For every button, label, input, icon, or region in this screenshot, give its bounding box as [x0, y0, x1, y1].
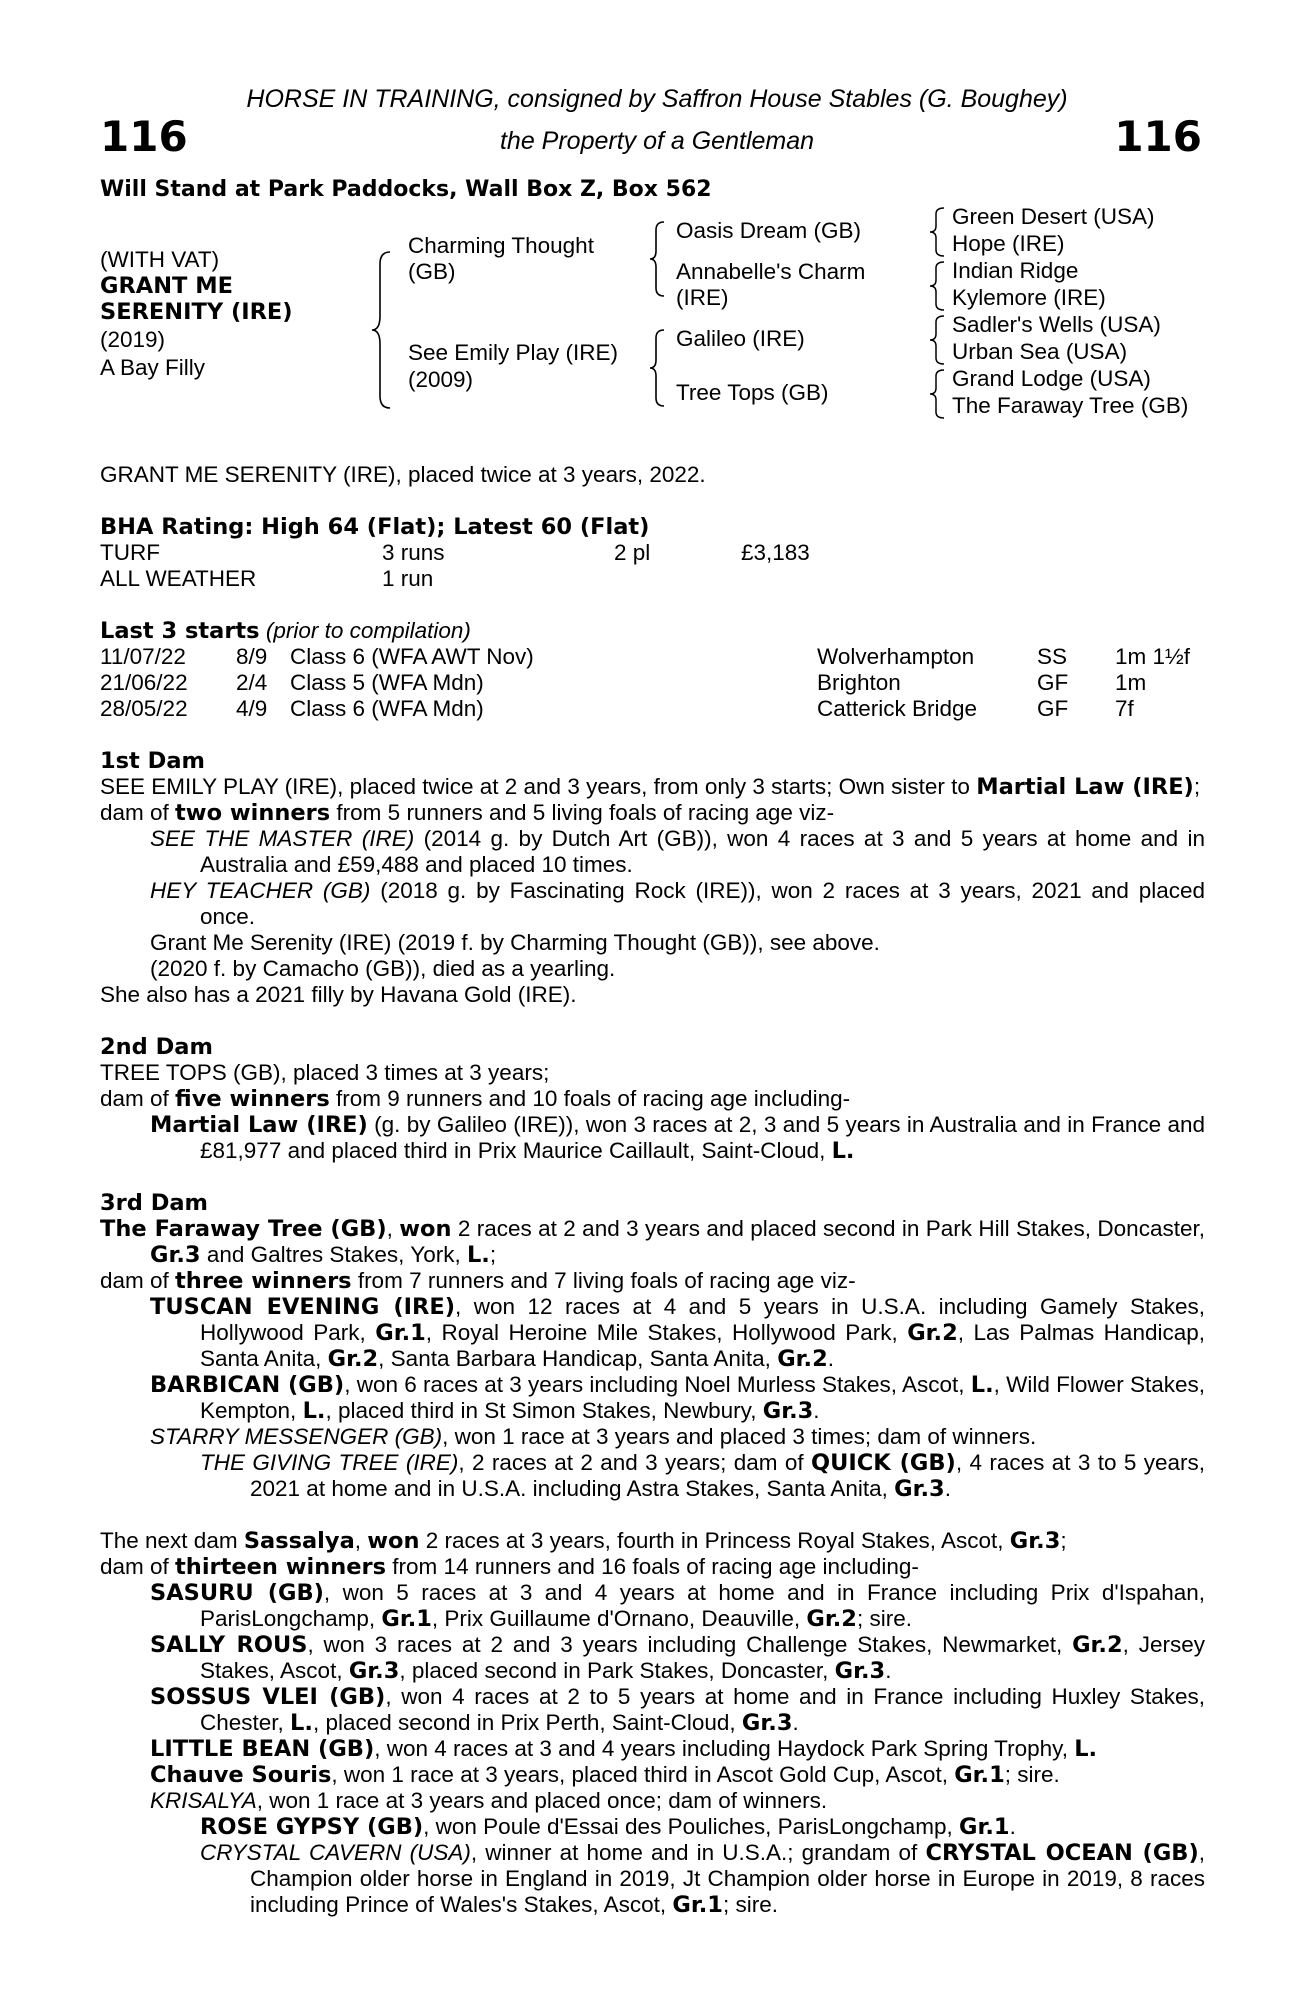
dam-sire: Galileo (IRE): [676, 326, 805, 351]
produce-entry: ROSE GYPSY (GB), won Poule d'Essai des Pouliches, ParisLongchamp, Gr.1.: [200, 1814, 1016, 1840]
pedigree-brace-sire: [648, 220, 668, 298]
vat-label: (WITH VAT): [100, 247, 220, 272]
next-dam-produce-summary: dam of thirteen winners from 14 runners and 16 foals of racing age including-: [100, 1554, 919, 1580]
table-row: [100, 566, 810, 592]
last-starts-title: Last 3 starts: [100, 618, 260, 644]
race-distance: 7f: [1115, 696, 1134, 721]
produce-entry: LITTLE BEAN (GB), won 4 races at 3 and 4 years including Haydock Park Spring Trophy, L.: [150, 1736, 1098, 1762]
placed: [614, 566, 741, 592]
race-course: Catterick Bridge: [817, 696, 978, 721]
sire-sire-sire: Green Desert (USA): [952, 204, 1155, 229]
produce-entry: SOSSUS VLEI (GB), won 4 races at 2 to 5 years at home and in France including Huxley Stakes, Chester, L., placed second in Prix Perth, Saint-Cloud, Gr.3.: [150, 1684, 1205, 1736]
first-dam-produce-summary: dam of two winners from 5 runners and 5 living foals of racing age viz-: [100, 800, 835, 826]
produce-entry: (2020 f. by Camacho (GB)), died as a yearling.: [150, 956, 616, 981]
dam-name-line2: (2009): [408, 367, 474, 392]
produce-entry: KRISALYA, won 1 race at 3 years and placed once; dam of winners.: [150, 1788, 828, 1813]
dam-dam-sire: Grand Lodge (USA): [952, 366, 1151, 391]
race-position: 4/9: [236, 696, 268, 721]
table-row: [100, 696, 1190, 722]
race-going: GF: [1037, 696, 1069, 721]
sire-dam-line1: Annabelle's Charm: [676, 259, 866, 284]
sire-dam-sire: Indian Ridge: [952, 258, 1079, 283]
lot-number-left: 116: [100, 112, 188, 161]
prize-money: £3,183: [741, 540, 810, 565]
race-position: 2/4: [236, 670, 268, 695]
produce-entry: SALLY ROUS, won 3 races at 2 and 3 years including Challenge Stakes, Newmarket, Gr.2, Jersey Stakes, Ascot, Gr.3, placed second in Park Stakes, Doncaster, Gr.3.: [150, 1632, 1205, 1684]
race-distance: 1m 1½f: [1115, 644, 1191, 669]
produce-entry: SASURU (GB), won 5 races at 3 and 4 years at home and in France including Prix d'Ispahan, ParisLongchamp, Gr.1, Prix Guillaume d'Ornano, Deauville, Gr.2; sire.: [150, 1580, 1205, 1632]
second-dam-heading: 2nd Dam: [100, 1034, 213, 1060]
pedigree-brace-main: [370, 250, 394, 410]
horse-name-line1: GRANT ME: [100, 273, 233, 299]
runs: 1 run: [382, 566, 434, 591]
dam-dam-dam: The Faraway Tree (GB): [952, 393, 1189, 418]
pedigree-brace-g1: [928, 206, 948, 258]
surface: TURF: [100, 540, 160, 565]
next-dam-record: The next dam Sassalya, won 2 races at 3 years, fourth in Princess Royal Stakes, Ascot, Gr.3;: [100, 1528, 1067, 1554]
produce-entry: HEY TEACHER (GB) (2018 g. by Fascinating Rock (IRE)), won 2 races at 3 years, 2021 and placed once.: [150, 878, 1205, 929]
last-starts-table: [100, 644, 1190, 722]
produce-entry: Martial Law (IRE) (g. by Galileo (IRE)), won 3 races at 2, 3 and 5 years in Australia and in France and £81,977 and placed third in Prix Maurice Caillault, Saint-Cloud, L.: [150, 1112, 1205, 1164]
race-going: GF: [1037, 670, 1069, 695]
race-class: Class 5 (WFA Mdn): [290, 670, 484, 695]
race-position: 8/9: [236, 644, 268, 669]
second-dam-produce-summary: dam of five winners from 9 runners and 10 foals of racing age including-: [100, 1086, 851, 1112]
lot-number-right: 116: [1114, 112, 1202, 161]
race-course: Wolverhampton: [817, 644, 975, 669]
racing-summary: GRANT ME SERENITY (IRE), placed twice at 3 years, 2022.: [100, 462, 706, 487]
prize-money: [741, 566, 810, 592]
pedigree-brace-g3: [928, 314, 948, 366]
pedigree-brace-g2: [928, 260, 948, 312]
race-date: 21/06/22: [100, 670, 188, 695]
horse-name-line2: SERENITY (IRE): [100, 299, 293, 325]
produce-entry: Grant Me Serenity (IRE) (2019 f. by Charming Thought (GB)), see above.: [150, 930, 880, 955]
first-dam-record: SEE EMILY PLAY (IRE), placed twice at 2 and 3 years, from only 3 starts; Own sister to Martial Law (IRE);: [100, 774, 1201, 800]
horse-description: A Bay Filly: [100, 355, 206, 380]
dam-sire-dam: Urban Sea (USA): [952, 339, 1128, 364]
third-dam-record: The Faraway Tree (GB), won 2 races at 2 and 3 years and placed second in Park Hill Stakes, Doncaster, Gr.3 and Galtres Stakes, York, L.;: [100, 1216, 1205, 1268]
sire-sire: Oasis Dream (GB): [676, 218, 862, 243]
race-course: Brighton: [817, 670, 901, 695]
sire-dam-line2: (IRE): [676, 285, 729, 310]
foaling-year: (2019): [100, 327, 166, 352]
sire-sire-dam: Hope (IRE): [952, 231, 1065, 256]
pedigree-brace-g4: [928, 368, 948, 420]
catalogue-body: [100, 462, 1205, 1918]
produce-entry: STARRY MESSENGER (GB), won 1 race at 3 years and placed 3 times; dam of winners.: [150, 1424, 1037, 1449]
race-date: 28/05/22: [100, 696, 188, 721]
sire-dam-dam: Kylemore (IRE): [952, 285, 1106, 310]
consignor-line: HORSE IN TRAINING, consigned by Saffron House Stables (G. Boughey): [246, 85, 1068, 113]
race-date: 11/07/22: [100, 644, 186, 669]
table-row: [100, 670, 1190, 696]
dam-dam: Tree Tops (GB): [676, 380, 829, 405]
dam-sire-sire: Sadler's Wells (USA): [952, 312, 1161, 337]
table-row: [100, 540, 810, 566]
rating-table: [100, 540, 810, 592]
sire-name-line2: (GB): [408, 259, 456, 284]
produce-entry: Chauve Souris, won 1 race at 3 years, placed third in Ascot Gold Cup, Ascot, Gr.1; sire.: [150, 1762, 1060, 1788]
sire-name-line1: Charming Thought: [408, 233, 594, 258]
third-dam-heading: 3rd Dam: [100, 1190, 208, 1216]
stand-location: Will Stand at Park Paddocks, Wall Box Z, Box 562: [100, 177, 712, 202]
produce-entry: CRYSTAL CAVERN (USA), winner at home and in U.S.A.; grandam of CRYSTAL OCEAN (GB), Champion older horse in England in 2019, Jt Champion older horse in Europe in 2019, 8 races including Prince of Wales's Stakes, Ascot, Gr.1; sire.: [200, 1840, 1205, 1918]
race-going: SS: [1037, 644, 1068, 669]
placed: 2 pl: [614, 540, 651, 565]
last-starts-heading: [100, 618, 1205, 644]
pedigree-brace-dam: [648, 328, 668, 408]
dam-name-line1: See Emily Play (IRE): [408, 340, 619, 365]
first-dam-note: She also has a 2021 filly by Havana Gold (IRE).: [100, 982, 577, 1007]
first-dam-heading: 1st Dam: [100, 748, 205, 774]
race-distance: 1m: [1115, 670, 1147, 695]
produce-entry: BARBICAN (GB), won 6 races at 3 years including Noel Murless Stakes, Ascot, L., Wild Flower Stakes, Kempton, L., placed third in St Simon Stakes, Newbury, Gr.3.: [150, 1372, 1205, 1424]
last-starts-note: (prior to compilation): [265, 618, 471, 643]
third-dam-produce-summary: dam of three winners from 7 runners and 7 living foals of racing age viz-: [100, 1268, 856, 1294]
property-line: the Property of a Gentleman: [499, 127, 815, 155]
bha-rating-title: BHA Rating: High 64 (Flat); Latest 60 (Flat): [100, 514, 650, 540]
race-class: Class 6 (WFA Mdn): [290, 696, 484, 721]
produce-entry: TUSCAN EVENING (IRE), won 12 races at 4 and 5 years in U.S.A. including Gamely Stakes, Hollywood Park, Gr.1, Royal Heroine Mile Stakes, Hollywood Park, Gr.2, Las Palmas Handicap, Santa Anita, Gr.2, Santa Barbara Handicap, Santa Anita, Gr.2.: [150, 1294, 1205, 1372]
produce-entry: SEE THE MASTER (IRE) (2014 g. by Dutch Art (GB)), won 4 races at 3 and 5 years at home and in Australia and £59,488 and placed 10 times.: [150, 826, 1205, 877]
produce-entry: THE GIVING TREE (IRE), 2 races at 2 and 3 years; dam of QUICK (GB), 4 races at 3 to 5 years, 2021 at home and in U.S.A. including Astra Stakes, Santa Anita, Gr.3.: [200, 1450, 1206, 1502]
table-row: [100, 644, 1190, 670]
second-dam-record: TREE TOPS (GB), placed 3 times at 3 years;: [100, 1060, 550, 1085]
runs: 3 runs: [382, 540, 445, 565]
race-class: Class 6 (WFA AWT Nov): [290, 644, 534, 669]
surface: ALL WEATHER: [100, 566, 257, 591]
